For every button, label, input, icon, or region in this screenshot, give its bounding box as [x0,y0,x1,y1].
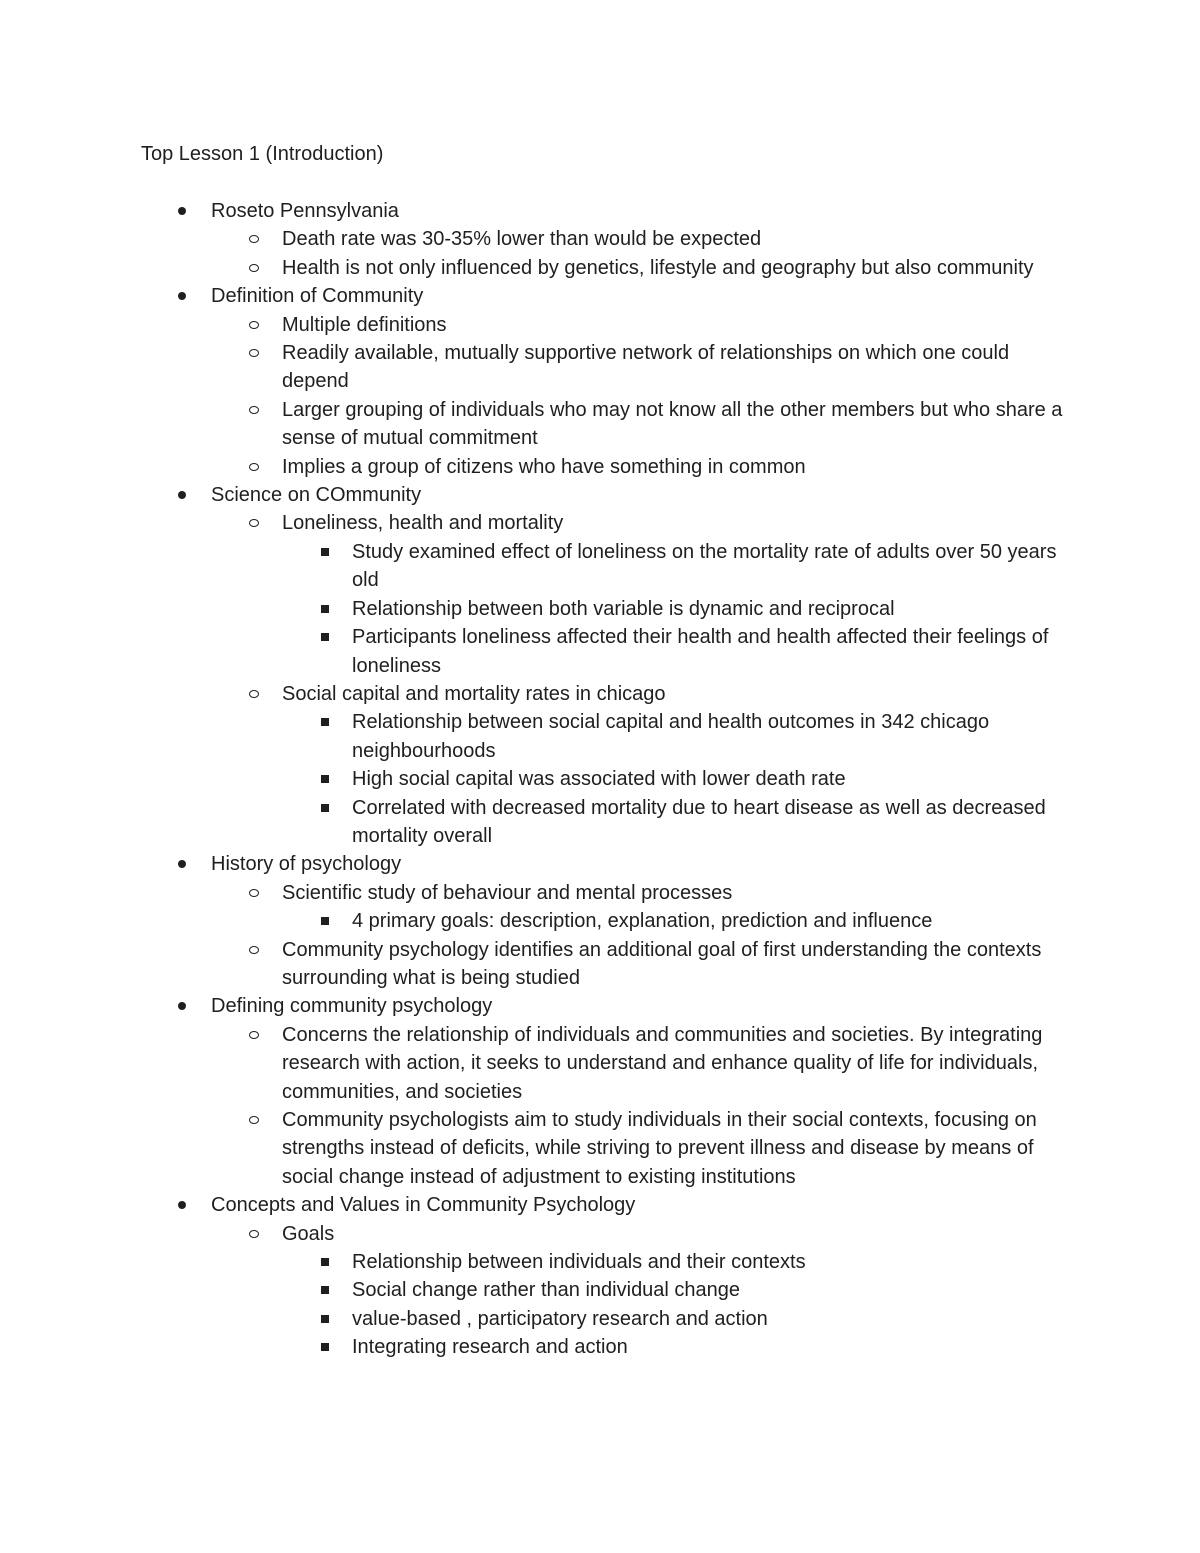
filled-circle-bullet-icon [176,282,190,310]
outline-item-level-2 [0,453,1200,481]
outline-item-text: value-based , participatory research and action [352,1307,768,1330]
outline-item-level-3 [0,1305,1200,1333]
outline-item-text: Relationship between social capital and health outcomes in 342 chicago neighbourhoods [352,711,990,762]
document-title: Top Lesson 1 (Introduction) [141,143,384,165]
outline-item-text: Health is not only influenced by genetics, lifestyle and geography but also community [282,256,1034,279]
outline-item-text: Implies a group of citizens who have something in common [282,455,806,478]
filled-square-bullet-icon [318,1276,332,1304]
outline-item-text: Roseto Pennsylvania [211,200,399,222]
outline-item-level-2 [0,339,1200,396]
outline-item-text: Integrating research and action [352,1336,628,1359]
outline-item-level-3 [0,765,1200,793]
hollow-circle-bullet-icon [247,225,261,253]
outline-item-level-1 [0,992,1200,1020]
outline-item-level-2 [0,509,1200,537]
filled-square-bullet-icon [318,1305,332,1333]
outline-item-level-2 [0,254,1200,282]
hollow-circle-bullet-icon [247,453,261,481]
hollow-circle-bullet-icon [247,1021,261,1049]
filled-square-bullet-icon [318,794,332,822]
outline-item-text: Community psychology identifies an additional goal of first understanding the contexts surrounding what is being studied [282,938,1042,989]
outline-item-level-3 [0,1276,1200,1304]
outline-item-text: Social change rather than individual change [352,1279,741,1302]
outline-item-text: Science on COmmunity [211,484,422,507]
outline-item-text: Concerns the relationship of individuals and communities and societies. By integrating research with action, it seeks to understand and enhance quality of life for individuals, communities, and societies [282,1023,1043,1103]
outline-item-text: High social capital was associated with lower death rate [352,768,846,791]
outline-item-level-3 [0,595,1200,623]
outline-item-level-2 [0,396,1200,453]
outline-item-level-2 [0,225,1200,253]
outline-item-level-2 [0,680,1200,708]
hollow-circle-bullet-icon [247,509,261,537]
outline-item-level-2 [0,1106,1200,1191]
outline-item-level-1 [0,1191,1200,1219]
hollow-circle-bullet-icon [247,1220,261,1248]
outline-item-level-2 [0,936,1200,993]
outline-item-level-1 [0,850,1200,878]
filled-circle-bullet-icon [176,992,190,1020]
filled-square-bullet-icon [318,595,332,623]
outline-item-level-1 [0,197,1200,225]
filled-circle-bullet-icon [176,481,190,509]
hollow-circle-bullet-icon [247,254,261,282]
outline-item-level-1 [0,282,1200,310]
hollow-circle-bullet-icon [247,879,261,907]
outline-item-text: Community psychologists aim to study individuals in their social contexts, focusing on strengths instead of deficits, while striving to prevent illness and disease by means of social change instead of adjustment to existing institutions [282,1109,1037,1188]
outline-item-text: Multiple definitions [282,313,447,336]
filled-square-bullet-icon [318,538,332,566]
outline-item-level-3 [0,1333,1200,1361]
hollow-circle-bullet-icon [247,936,261,964]
outline-item-text: Relationship between individuals and their contexts [352,1251,806,1274]
outline-item-text: Readily available, mutually supportive network of relationships on which one could depend [282,342,1010,393]
filled-square-bullet-icon [318,1248,332,1276]
outline-item-text: Social capital and mortality rates in chicago [282,682,666,705]
outline-item-level-3 [0,708,1200,765]
outline-item-level-2 [0,1220,1200,1248]
outline-item-text: Loneliness, health and mortality [282,512,564,535]
outline-item-level-1 [0,481,1200,509]
filled-circle-bullet-icon [176,197,190,225]
outline-item-level-3 [0,1248,1200,1276]
outline-item-level-2 [0,311,1200,339]
outline-item-text: Scientific study of behaviour and mental processes [282,881,733,904]
hollow-circle-bullet-icon [247,311,261,339]
filled-square-bullet-icon [318,1333,332,1361]
hollow-circle-bullet-icon [247,680,261,708]
outline-item-level-3 [0,623,1200,680]
outline-item-level-3 [0,794,1200,851]
bullet-outline [0,197,1200,1362]
outline-item-text: Definition of Community [211,285,424,308]
outline-item-text: History of psychology [211,853,402,876]
filled-circle-bullet-icon [176,1191,190,1219]
outline-item-level-3 [0,907,1200,935]
outline-item-level-3 [0,538,1200,595]
filled-circle-bullet-icon [176,850,190,878]
hollow-circle-bullet-icon [247,1106,261,1134]
outline-item-level-2 [0,1021,1200,1106]
outline-item-text: Study examined effect of loneliness on the mortality rate of adults over 50 years old [352,540,1057,592]
outline-item-text: Defining community psychology [211,995,493,1018]
outline-item-text: Relationship between both variable is dynamic and reciprocal [352,597,895,620]
outline-item-level-2 [0,879,1200,907]
hollow-circle-bullet-icon [247,396,261,424]
filled-square-bullet-icon [318,907,332,935]
outline-item-text: Participants loneliness affected their health and health affected their feelings of loneliness [352,626,1049,677]
outline-item-text: Concepts and Values in Community Psychology [211,1194,636,1217]
filled-square-bullet-icon [318,708,332,736]
outline-item-text: 4 primary goals: description, explanation, prediction and influence [352,910,933,933]
outline-item-text: Correlated with decreased mortality due to heart disease as well as decreased mortality overall [352,796,1046,847]
filled-square-bullet-icon [318,623,332,651]
outline-item-text: Death rate was 30-35% lower than would be expected [282,228,762,251]
hollow-circle-bullet-icon [247,339,261,367]
filled-square-bullet-icon [318,765,332,793]
outline-item-text: Larger grouping of individuals who may not know all the other members but who share a sense of mutual commitment [282,398,1063,450]
outline-item-text: Goals [282,1222,335,1245]
